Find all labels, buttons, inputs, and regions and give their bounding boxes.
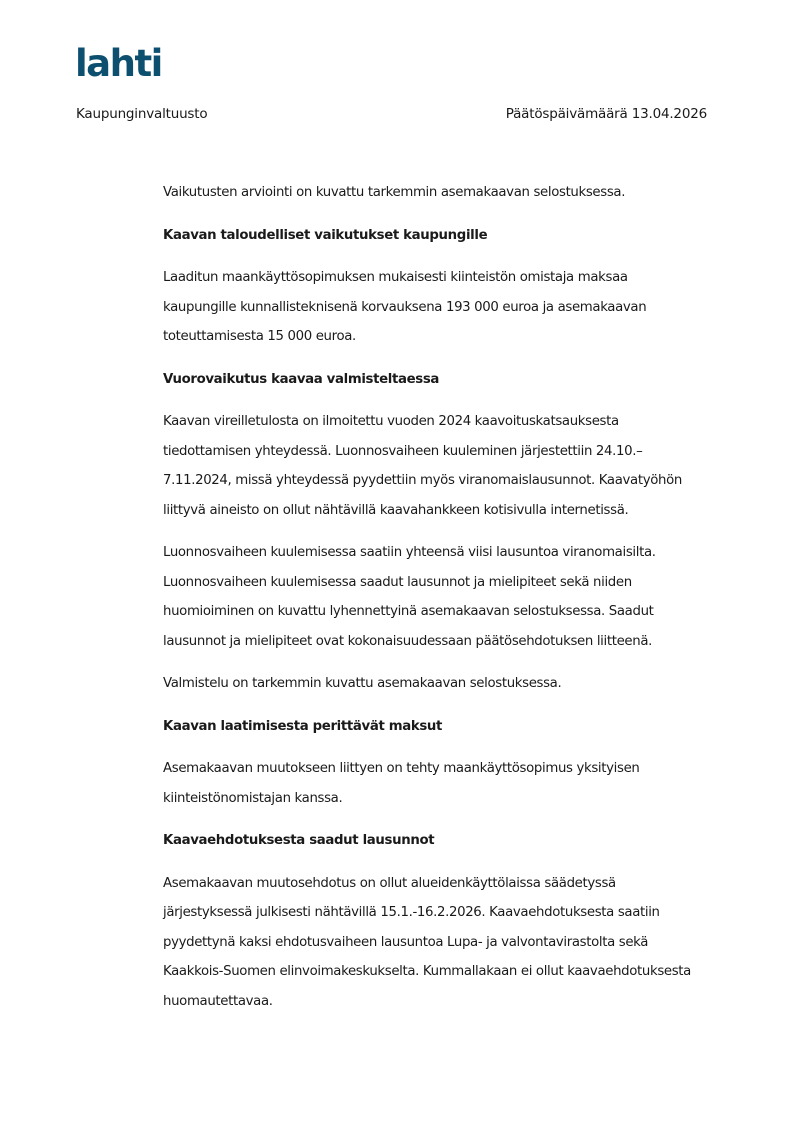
decision-date: Päätöspäivämäärä 13.04.2026 bbox=[505, 106, 707, 122]
text-line: Valmistelu on tarkemmin kuvattu asemakaavan selostuksessa. bbox=[163, 676, 562, 691]
text-line: kaupungille kunnallisteknisenä korvauksena 193 000 euroa ja asemakaavan bbox=[163, 299, 647, 315]
text-line: 7.11.2024, missä yhteydessä pyydettiin myös viranomaislausunnot. Kaavatyöhön bbox=[163, 473, 682, 488]
paragraph-land-use-agreement bbox=[163, 263, 723, 352]
text-line: Laaditun maankäyttösopimuksen mukaisesti kiinteistön omistaja maksaa bbox=[163, 270, 628, 285]
organ-name: Kaupunginvaltuusto bbox=[76, 106, 208, 122]
heading-interaction: Vuorovaikutus kaavaa valmisteltaessa bbox=[163, 371, 440, 387]
text-line: Asemakaavan muutokseen liittyen on tehty maankäyttösopimus yksityisen bbox=[163, 761, 640, 776]
text-line: järjestyksessä julkisesti nähtävillä 15.1.-16.2.2026. Kaavaehdotuksesta saatiin bbox=[163, 905, 660, 920]
text-line: Luonnosvaiheen kuulemisessa saadut lausunnot ja mielipiteet sekä niiden bbox=[163, 574, 632, 590]
document-body bbox=[163, 178, 723, 1029]
text-line: liittyvä aineisto on ollut nähtävillä kaavahankkeen kotisivulla internetissä. bbox=[163, 502, 629, 518]
text-line: pyydettynä kaksi ehdotusvaiheen lausuntoa Lupa- ja valvontavirastolta sekä bbox=[163, 934, 649, 950]
text-line: lausunnot ja mielipiteet ovat kokonaisuudessaan päätösehdotuksen liitteenä. bbox=[163, 633, 653, 649]
heading-fees: Kaavan laatimisesta perittävät maksut bbox=[163, 718, 443, 734]
heading-economic-impacts: Kaavan taloudelliset vaikutukset kaupungille bbox=[163, 227, 488, 243]
paragraph-impact-assessment bbox=[163, 178, 723, 208]
text-line: Luonnosvaiheen kuulemisessa saatiin yhteensä viisi lausuntoa viranomaisilta. bbox=[163, 545, 656, 560]
lahti-logo: lahti bbox=[75, 42, 162, 85]
text-line: huomautettavaa. bbox=[163, 993, 273, 1009]
heading-proposal-statements: Kaavaehdotuksesta saadut lausunnot bbox=[163, 833, 435, 848]
text-line: toteuttamisesta 15 000 euroa. bbox=[163, 329, 356, 344]
text-line: Kaakkois-Suomen elinvoimakeskukselta. Kummallakaan ei ollut kaavaehdotuksesta bbox=[163, 964, 691, 979]
text-line: Kaavan vireilletulosta on ilmoitettu vuoden 2024 kaavoituskatsauksesta bbox=[163, 414, 619, 429]
text-line: huomioiminen on kuvattu lyhennettyinä asemakaavan selostuksessa. Saadut bbox=[163, 604, 654, 619]
paragraph-fees bbox=[163, 754, 723, 813]
text-line: Vaikutusten arviointi on kuvattu tarkemmin asemakaavan selostuksessa. bbox=[163, 185, 626, 200]
text-line: Asemakaavan muutosehdotus on ollut alueidenkäyttölaissa säädetyssä bbox=[163, 875, 616, 891]
paragraph-initiation bbox=[163, 407, 723, 525]
paragraph-draft-hearing bbox=[163, 538, 723, 656]
paragraph-proposal-statements bbox=[163, 869, 723, 1017]
text-line: kiinteistönomistajan kanssa. bbox=[163, 790, 343, 806]
paragraph-preparation bbox=[163, 669, 723, 699]
text-line: tiedottamisen yhteydessä. Luonnosvaiheen kuuleminen järjestettiin 24.10.– bbox=[163, 443, 643, 459]
